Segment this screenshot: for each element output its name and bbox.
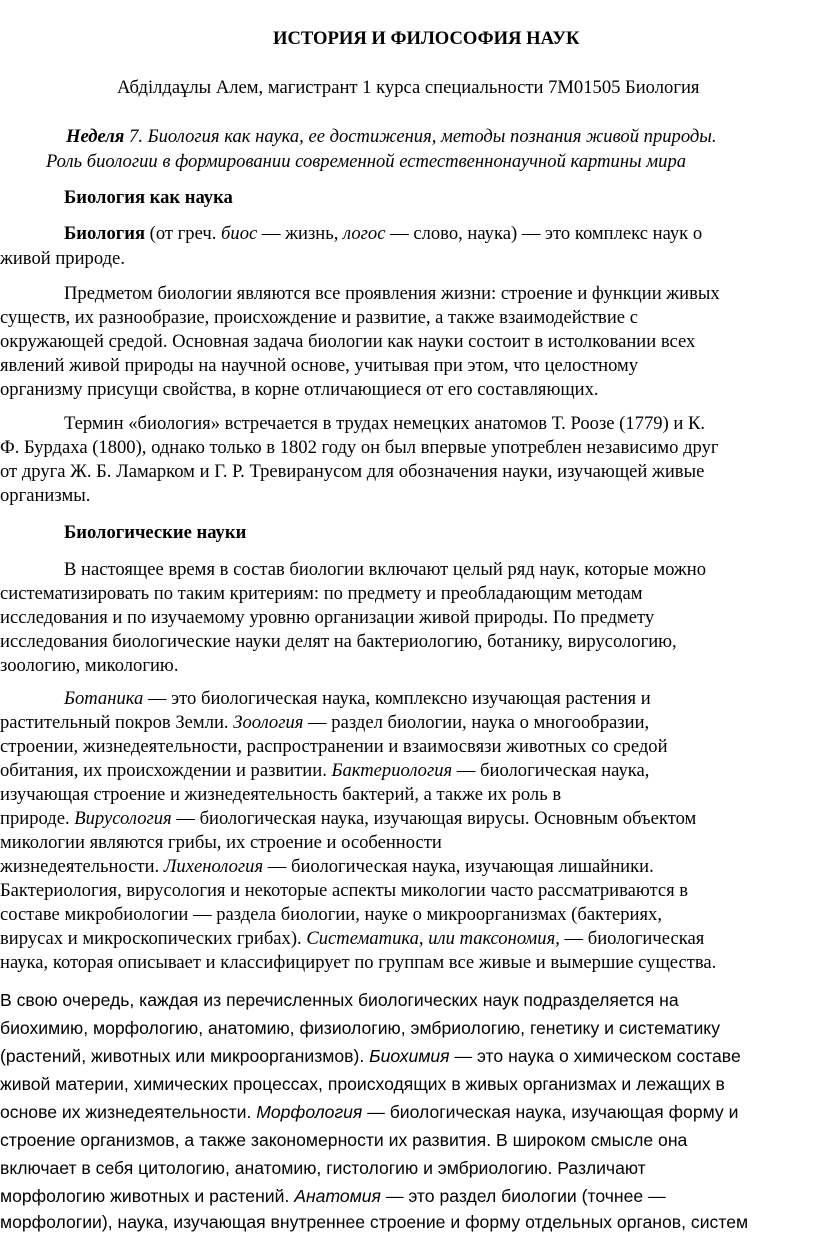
paragraph-line <box>64 690 651 709</box>
paragraph-line: В настоящее время в состав биологии включают целый ряд наук, которые можно <box>64 559 707 580</box>
text-span: — биологическая наука, изучающая лишайники. <box>263 856 654 877</box>
paragraph-line: наука, которая описывает и классифицирует по группам все живые и вымершие существа. <box>0 952 717 973</box>
text-span: жизнедеятельности. <box>0 856 164 877</box>
week-topic-line-2: Роль биологии в формировании современной естественнонаучной картины мира <box>46 151 687 172</box>
text-span: обитания, их происхождении и развитии. <box>0 760 332 781</box>
paragraph-line: существ, их разнообразие, происхождение и развитие, а также взаимодействие с <box>0 307 638 328</box>
paragraph-line <box>0 762 649 781</box>
author-line: Абділдаұлы Алем, магистрант 1 курса специальности 7М01505 Биология <box>117 77 700 98</box>
paragraph-line <box>0 1104 738 1122</box>
text-span: — жизнь, <box>257 223 344 244</box>
paragraph-line: биохимию, морфологию, анатомию, физиологию, эмбриологию, генетику и систематику <box>0 1018 720 1038</box>
paragraph-line <box>0 858 654 877</box>
text-span: (от греч. <box>145 223 222 244</box>
paragraph-line: от друга Ж. Б. Ламарком и Г. Р. Тревиранусом для обозначения науки, изучающей живые <box>0 461 705 482</box>
week-topic-line-1 <box>66 128 717 147</box>
text-span: растительный покров Земли. <box>0 712 234 733</box>
text-span: — раздел биологии, наука о многообразии, <box>303 712 650 733</box>
paragraph-line: окружающей средой. Основная задача биологии как науки состоит в истолковании всех <box>0 331 696 352</box>
term-virusologia: Вирусология <box>74 808 172 829</box>
term-sistematika: Систематика, или таксономия <box>306 928 556 949</box>
text-span: природе. <box>0 808 75 829</box>
text-span: вирусах и микроскопических грибах). <box>0 928 307 949</box>
text-span: морфологию животных и растений. <box>0 1186 295 1206</box>
paragraph-line <box>0 810 696 829</box>
text-span: , — биологическая <box>555 928 705 949</box>
term-logos: логос <box>343 223 386 244</box>
term-anatomia: Анатомия <box>294 1186 381 1206</box>
paragraph-line: исследования биологические науки делят на бактериологию, ботанику, вирусологию, <box>0 631 677 652</box>
section-heading: Биология как наука <box>64 187 233 208</box>
paragraph-line: исследования и по изучаемому уровню организации живой природы. По предмету <box>0 607 655 628</box>
term-bakteriologia: Бактериология <box>331 760 453 781</box>
paragraph-line: В свою очередь, каждая из перечисленных биологических наук подразделяется на <box>0 990 679 1010</box>
text-span: — слово, наука) — это комплекс наук о <box>385 223 703 244</box>
paragraph-line: явлений живой природы на научной основе, учитывая при этом, что целостному <box>0 355 639 376</box>
text-span: — биологическая наука, изучающая форму и <box>362 1102 739 1122</box>
text-span: — это раздел биологии (точнее — <box>380 1186 666 1206</box>
document-title: ИСТОРИЯ И ФИЛОСОФИЯ НАУК <box>273 28 580 49</box>
term-biohimia: Биохимия <box>369 1046 450 1066</box>
paragraph-line: Предметом биологии являются все проявления жизни: строение и функции живых <box>64 283 720 304</box>
paragraph-line: микологии являются грибы, их строение и особенности <box>0 832 442 853</box>
week-number: 7 <box>129 126 139 147</box>
text-span: — это наука о химическом составе <box>449 1046 741 1066</box>
term-bios: биос <box>221 223 258 244</box>
term-lihenologia: Лихенология <box>163 856 264 877</box>
text-span: основе их жизнедеятельности. <box>0 1102 257 1122</box>
term-botanika: Ботаника <box>64 688 144 709</box>
text-span: — это биологическая наука, комплексно изучающая растения и <box>143 688 651 709</box>
paragraph-line: живой природе. <box>0 248 125 269</box>
paragraph-line <box>0 930 704 949</box>
text-span: — биологическая наука, изучающая вирусы. Основным объектом <box>171 808 697 829</box>
text-span: (растений, животных или микроорганизмов). <box>0 1046 370 1066</box>
paragraph-line: строении, жизнедеятельности, распространении и взаимосвязи животных со средой <box>0 736 668 757</box>
paragraph-line: Ф. Бурдаха (1800), однако только в 1802 году он был впервые употреблен независимо друг <box>0 437 719 458</box>
paragraph-line: организму присущи свойства, в корне отличающиеся от его составляющих. <box>0 379 599 400</box>
paragraph-line <box>64 225 702 244</box>
paragraph-line: строение организмов, а также закономерности их развития. В широком смысле она <box>0 1130 688 1150</box>
text-span: — биологическая наука, <box>452 760 650 781</box>
term-zoologia: Зоология <box>233 712 304 733</box>
paragraph-line: Бактериология, вирусология и некоторые аспекты микологии часто рассматриваются в <box>0 880 689 901</box>
paragraph-line: изучающая строение и жизнедеятельность бактерий, а также их роль в <box>0 784 562 805</box>
term-morfologia: Морфология <box>256 1102 363 1122</box>
paragraph-line <box>0 1188 666 1206</box>
paragraph-line: включает в себя цитологию, анатомию, гистологию и эмбриологию. Различают <box>0 1158 646 1178</box>
term-biologia: Биология <box>64 223 146 244</box>
paragraph-line: организмы. <box>0 485 91 506</box>
paragraph-line: морфологии), наука, изучающая внутреннее строение и форму отдельных органов, систем <box>0 1212 749 1232</box>
paragraph-line: Термин «биология» встречается в трудах немецких анатомов Т. Роозе (1779) и К. <box>64 413 706 434</box>
paragraph-line: зоологию, микологию. <box>0 655 179 676</box>
paragraph-line <box>0 1048 741 1066</box>
week-label: Неделя <box>66 126 125 147</box>
section-heading: Биологические науки <box>64 522 247 543</box>
paragraph-line: живой материи, химических процессах, происходящих в живых организмах и лежащих в <box>0 1074 725 1094</box>
paragraph-line <box>0 714 649 733</box>
paragraph-line: систематизировать по таким критериям: по предмету и преобладающим методам <box>0 583 643 604</box>
topic-text-1: . Биология как наука, ее достижения, методы познания живой природы. <box>138 126 717 147</box>
paragraph-line: составе микробиологии — раздела биологии, науке о микроорганизмах (бактериях, <box>0 904 662 925</box>
